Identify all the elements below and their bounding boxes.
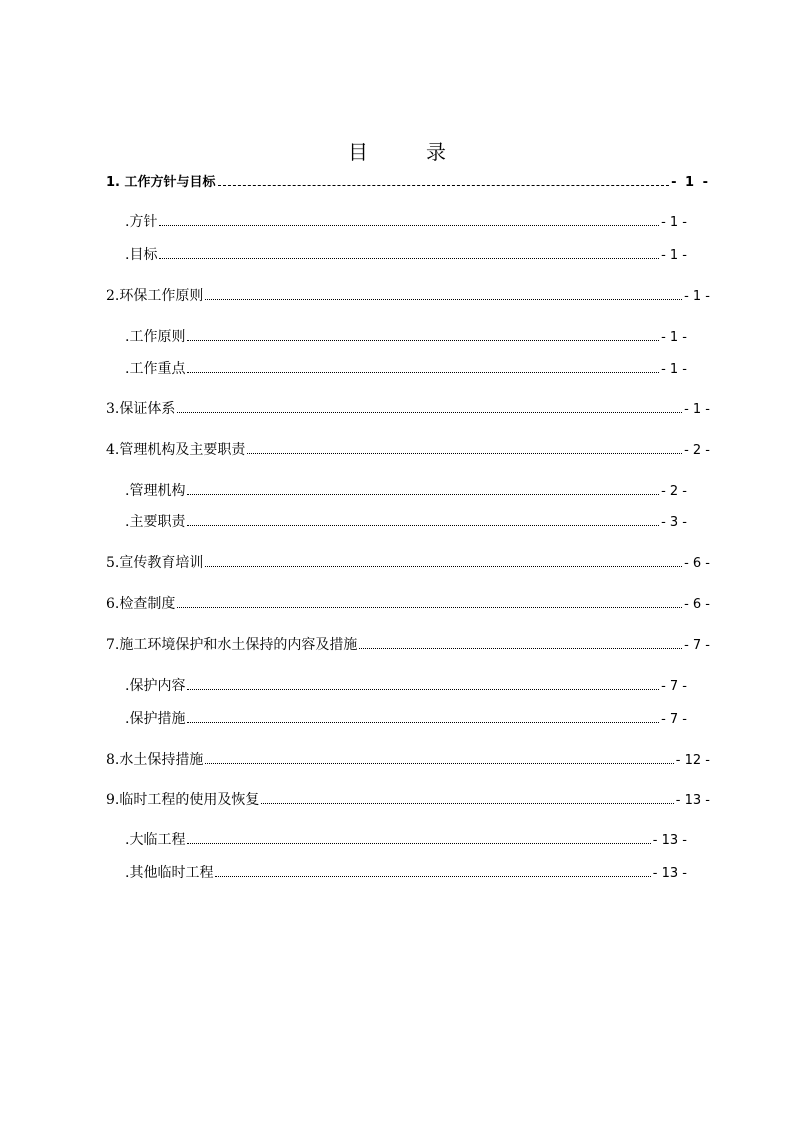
toc-entry-7-2[interactable] <box>125 710 687 729</box>
toc-entry-label: 9.临时工程的使用及恢复 <box>106 792 260 808</box>
toc-entry-page: - 1 - <box>661 362 687 377</box>
toc-entry-label: 3.保证体系 <box>106 401 176 417</box>
toc-leader <box>205 296 682 300</box>
toc-entry-page: - 7 - <box>661 712 687 727</box>
toc-entry-9[interactable] <box>106 791 710 810</box>
toc-entry-page: - 6 - <box>684 597 710 612</box>
toc-entry-8[interactable] <box>106 751 710 770</box>
toc-entry-page: - 1 - <box>661 248 687 263</box>
toc-entry-label: .保护措施 <box>125 711 186 727</box>
toc-entry-page: - 1 - <box>661 215 687 230</box>
toc-entry-page: - 6 - <box>684 556 710 571</box>
toc-entry-4-1[interactable] <box>125 482 687 501</box>
toc-entry-3[interactable] <box>106 400 710 419</box>
toc-leader <box>205 563 682 567</box>
toc-entry-page: - 13 - <box>652 866 687 881</box>
toc-leader <box>205 760 673 764</box>
toc-entry-page: - 13 - <box>652 833 687 848</box>
toc-entry-label: .工作原则 <box>125 329 186 345</box>
toc-leader <box>187 337 659 341</box>
toc-leader <box>218 182 670 186</box>
toc-entry-label: 4.管理机构及主要职责 <box>106 442 246 458</box>
toc-entry-1[interactable] <box>106 174 710 192</box>
toc-entry-label: 8.水土保持措施 <box>106 752 204 768</box>
toc-entry-label: .主要职责 <box>125 514 186 530</box>
toc-leader <box>261 800 673 804</box>
toc-entry-page: - 7 - <box>661 679 687 694</box>
toc-entry-label: .其他临时工程 <box>125 865 214 881</box>
toc-entry-page: - 3 - <box>661 515 687 530</box>
toc-entry-label: 1. 工作方针与目标 <box>106 175 216 190</box>
toc-entry-page: - 1 - <box>684 402 710 417</box>
toc-entry-page: - 1 - <box>684 289 710 304</box>
toc-title <box>0 136 794 165</box>
toc-leader <box>159 222 659 226</box>
toc-leader <box>187 491 659 495</box>
toc-entry-page: - 1 - <box>671 175 710 190</box>
toc-leader <box>177 604 682 608</box>
toc-entry-label: .大临工程 <box>125 832 186 848</box>
toc-entry-5[interactable] <box>106 554 710 573</box>
toc-entry-label: .工作重点 <box>125 361 186 377</box>
toc-entry-page: - 7 - <box>684 638 710 653</box>
toc-leader <box>187 840 650 844</box>
toc-leader <box>359 645 682 649</box>
toc-leader <box>187 522 659 526</box>
toc-entry-9-1[interactable] <box>125 831 687 850</box>
toc-entry-label: .管理机构 <box>125 483 186 499</box>
toc-leader <box>177 409 682 413</box>
toc-entry-page: - 2 - <box>661 484 687 499</box>
toc-title-left: 目 <box>348 140 368 164</box>
toc-entry-label: 2.环保工作原则 <box>106 288 204 304</box>
toc-leader <box>247 450 682 454</box>
toc-entry-page: - 12 - <box>675 753 710 768</box>
toc-entry-page: - 13 - <box>675 793 710 808</box>
toc-entry-2-2[interactable] <box>125 360 687 379</box>
toc-entry-label: .方针 <box>125 214 158 230</box>
toc-entry-2-1[interactable] <box>125 328 687 347</box>
toc-entry-label: 7.施工环境保护和水土保持的内容及措施 <box>106 637 358 653</box>
toc-leader <box>187 686 659 690</box>
toc-entry-page: - 1 - <box>661 330 687 345</box>
toc-leader <box>187 719 659 723</box>
toc-entry-label: .目标 <box>125 247 158 263</box>
toc-entry-label: 5.宣传教育培训 <box>106 555 204 571</box>
toc-entry-7-1[interactable] <box>125 677 687 696</box>
toc-entry-page: - 2 - <box>684 443 710 458</box>
toc-title-right: 录 <box>426 140 446 164</box>
toc-entry-1-2[interactable] <box>125 246 687 265</box>
toc-entry-4-2[interactable] <box>125 513 687 532</box>
toc-entry-label: 6.检查制度 <box>106 596 176 612</box>
toc-entry-6[interactable] <box>106 595 710 614</box>
toc-leader <box>187 369 659 373</box>
toc-leader <box>215 873 650 877</box>
toc-entry-7[interactable] <box>106 636 710 655</box>
toc-leader <box>159 255 659 259</box>
toc-entry-1-1[interactable] <box>125 213 687 232</box>
toc-entry-label: .保护内容 <box>125 678 186 694</box>
toc-entry-4[interactable] <box>106 441 710 460</box>
toc-entry-2[interactable] <box>106 287 710 306</box>
toc-entry-9-2[interactable] <box>125 864 687 883</box>
